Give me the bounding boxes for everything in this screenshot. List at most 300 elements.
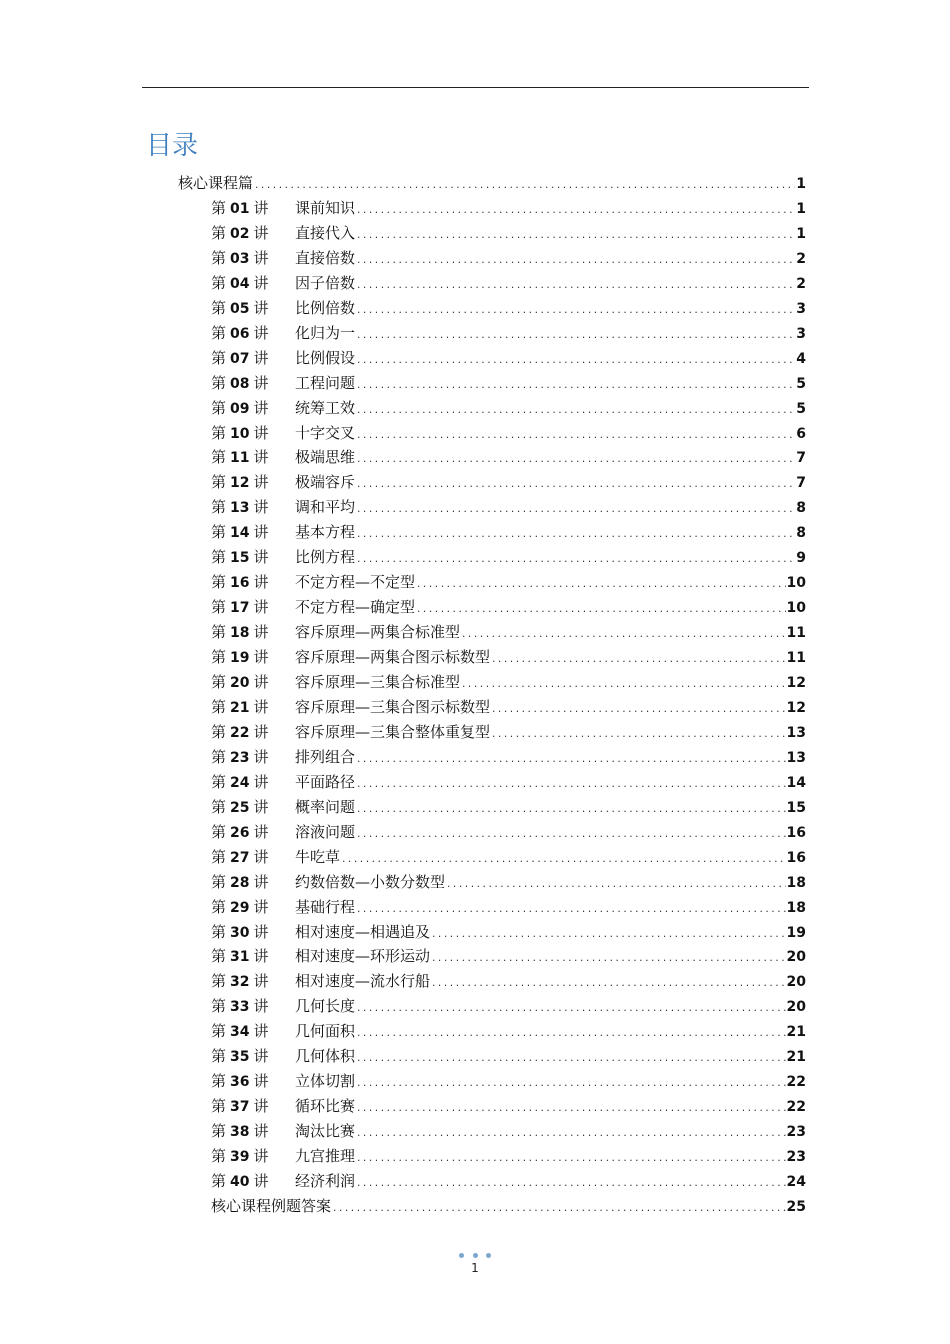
dot-leader: [356, 1175, 786, 1193]
toc-entry-title: 相对速度—环形运动: [295, 947, 431, 965]
lecture-num: 20: [230, 675, 250, 691]
toc-entry-title: 九宫推理: [295, 1147, 356, 1165]
toc-entry[interactable]: [211, 820, 806, 844]
lecture-suffix: 讲: [253, 299, 269, 317]
toc-page-number: 25: [786, 1199, 806, 1215]
dot-leader: [356, 1000, 786, 1018]
lecture-num: 28: [230, 875, 250, 891]
lecture-number: [211, 944, 295, 969]
dot-leader: [356, 1025, 786, 1043]
dot-leader: [332, 1200, 786, 1218]
lecture-prefix: 第: [211, 1097, 227, 1115]
toc-page-number: 20: [786, 974, 806, 990]
toc-entry-title: 核心课程篇: [178, 174, 254, 192]
toc-page-number: 19: [786, 925, 806, 941]
toc-entry-title: 极端容斥: [295, 473, 356, 491]
dot-leader: [356, 1150, 786, 1168]
toc-entry-title: 容斥原理—两集合图示标数型: [295, 648, 491, 666]
lecture-suffix: 讲: [253, 274, 269, 292]
dot-leader: [356, 202, 795, 220]
lecture-suffix: 讲: [253, 473, 269, 491]
lecture-number: [211, 570, 295, 595]
dot-leader: [356, 551, 795, 569]
lecture-number: [211, 1119, 295, 1144]
lecture-number: [211, 795, 295, 820]
toc-entry[interactable]: [211, 271, 806, 295]
toc-entry-title: 平面路径: [295, 773, 356, 791]
lecture-number: [211, 620, 295, 645]
toc-entry[interactable]: [211, 1194, 806, 1218]
toc-entry-title: 不定方程—确定型: [295, 598, 416, 616]
lecture-suffix: 讲: [253, 623, 269, 641]
lecture-number: [211, 520, 295, 545]
dot-leader: [356, 302, 795, 320]
toc-page-number: 9: [796, 550, 806, 566]
toc-entry[interactable]: [211, 296, 806, 320]
lecture-suffix: 讲: [253, 374, 269, 392]
lecture-prefix: 第: [211, 997, 227, 1015]
toc-entry-title: 基础行程: [295, 898, 356, 916]
lecture-suffix: 讲: [253, 448, 269, 466]
toc-page-number: 21: [786, 1049, 806, 1065]
dot-leader: [356, 277, 795, 295]
toc-page-number: 10: [786, 600, 806, 616]
lecture-number: [211, 246, 295, 271]
lecture-num: 30: [230, 925, 250, 941]
toc-entry[interactable]: [211, 845, 806, 869]
dot-leader: [431, 926, 786, 944]
toc-entry[interactable]: [211, 221, 806, 245]
lecture-num: 25: [230, 800, 250, 816]
toc-entry[interactable]: [211, 895, 806, 919]
lecture-number: [211, 895, 295, 920]
toc-page-number: 22: [786, 1099, 806, 1115]
lecture-number: [211, 820, 295, 845]
lecture-num: 34: [230, 1024, 250, 1040]
toc-entry[interactable]: [211, 246, 806, 270]
lecture-number: [211, 720, 295, 745]
lecture-number: [211, 470, 295, 495]
lecture-suffix: 讲: [253, 1072, 269, 1090]
toc-entry-title: 几何体积: [295, 1047, 356, 1065]
toc-page-number: 1: [796, 176, 806, 192]
lecture-number: [211, 321, 295, 346]
toc-entry-title: 淘汰比赛: [295, 1122, 356, 1140]
lecture-suffix: 讲: [253, 1147, 269, 1165]
dot-leader: [356, 327, 795, 345]
toc-entry-title: 经济利润: [295, 1172, 356, 1190]
toc-entry-title: 牛吃草: [295, 848, 341, 866]
lecture-number: [211, 495, 295, 520]
toc-entry-title: 容斥原理—三集合图示标数型: [295, 698, 491, 716]
lecture-prefix: 第: [211, 748, 227, 766]
toc-entry[interactable]: [211, 570, 806, 594]
lecture-prefix: 第: [211, 773, 227, 791]
lecture-number: [211, 770, 295, 795]
lecture-suffix: 讲: [253, 249, 269, 267]
toc-entry[interactable]: [211, 720, 806, 744]
toc-entry[interactable]: [211, 396, 806, 420]
toc-entry[interactable]: [211, 495, 806, 519]
toc-entry-title: 课前知识: [295, 199, 356, 217]
lecture-num: 21: [230, 700, 250, 716]
lecture-prefix: 第: [211, 1172, 227, 1190]
lecture-prefix: 第: [211, 873, 227, 891]
footer-ornament: [459, 1253, 491, 1259]
toc-page-number: 14: [786, 775, 806, 791]
toc-page-number: 6: [796, 426, 806, 442]
toc-page-number: 12: [786, 675, 806, 691]
lecture-suffix: 讲: [253, 1047, 269, 1065]
lecture-prefix: 第: [211, 199, 227, 217]
lecture-prefix: 第: [211, 224, 227, 242]
lecture-number: [211, 994, 295, 1019]
lecture-suffix: 讲: [253, 648, 269, 666]
dot-leader: [356, 751, 786, 769]
lecture-prefix: 第: [211, 1122, 227, 1140]
dot-leader: [491, 651, 786, 669]
lecture-num: 12: [230, 475, 250, 491]
toc-entry[interactable]: [211, 196, 806, 220]
lecture-num: 23: [230, 750, 250, 766]
toc-page-number: 18: [786, 900, 806, 916]
lecture-prefix: 第: [211, 324, 227, 342]
lecture-prefix: 第: [211, 923, 227, 941]
lecture-num: 33: [230, 999, 250, 1015]
toc-entry-title: 相对速度—流水行船: [295, 972, 431, 990]
dot-leader: [446, 876, 786, 894]
toc-entry[interactable]: [211, 1094, 806, 1118]
toc-entry[interactable]: [211, 520, 806, 544]
lecture-prefix: 第: [211, 448, 227, 466]
dot-leader: [461, 676, 786, 694]
lecture-num: 08: [230, 376, 250, 392]
lecture-number: [211, 670, 295, 695]
lecture-suffix: 讲: [253, 199, 269, 217]
lecture-number: [211, 1144, 295, 1169]
toc-entry-title: 相对速度—相遇追及: [295, 923, 431, 941]
dot-leader: [356, 252, 795, 270]
toc-page-number: 3: [796, 301, 806, 317]
dot-leader: [491, 726, 786, 744]
lecture-num: 32: [230, 974, 250, 990]
dot-leader: [356, 1075, 786, 1093]
dot-leader: [461, 626, 786, 644]
toc-entry-title: 极端思维: [295, 448, 356, 466]
footer-dot-icon: [459, 1253, 464, 1258]
lecture-number: [211, 271, 295, 296]
toc-page-number: 16: [786, 850, 806, 866]
lecture-number: [211, 396, 295, 421]
toc-entry[interactable]: [211, 1044, 806, 1068]
lecture-suffix: 讲: [253, 798, 269, 816]
lecture-prefix: 第: [211, 498, 227, 516]
lecture-suffix: 讲: [253, 498, 269, 516]
toc-entry[interactable]: [211, 969, 806, 993]
lecture-number: [211, 221, 295, 246]
lecture-suffix: 讲: [253, 898, 269, 916]
lecture-prefix: 第: [211, 349, 227, 367]
lecture-suffix: 讲: [253, 573, 269, 591]
toc-page-number: 2: [796, 251, 806, 267]
toc-entry-title: 直接代入: [295, 224, 356, 242]
lecture-prefix: 第: [211, 548, 227, 566]
toc-entry-title: 溶液问题: [295, 823, 356, 841]
lecture-num: 36: [230, 1074, 250, 1090]
toc-entry[interactable]: [211, 470, 806, 494]
dot-leader: [254, 177, 795, 195]
toc-entry[interactable]: [211, 1144, 806, 1168]
toc-entry-title: 约数倍数—小数分数型: [295, 873, 446, 891]
lecture-suffix: 讲: [253, 598, 269, 616]
lecture-number: [211, 371, 295, 396]
toc-entry[interactable]: [211, 595, 806, 619]
lecture-num: 05: [230, 301, 250, 317]
dot-leader: [356, 352, 795, 370]
lecture-number: [211, 969, 295, 994]
dot-leader: [356, 501, 795, 519]
lecture-prefix: 第: [211, 1047, 227, 1065]
lecture-num: 11: [230, 450, 250, 466]
lecture-number: [211, 196, 295, 221]
toc-page-number: 20: [786, 999, 806, 1015]
toc-entry-title: 调和平均: [295, 498, 356, 516]
lecture-num: 14: [230, 525, 250, 541]
lecture-prefix: 第: [211, 1022, 227, 1040]
toc-page-number: 24: [786, 1174, 806, 1190]
lecture-prefix: 第: [211, 673, 227, 691]
lecture-prefix: 第: [211, 573, 227, 591]
lecture-num: 02: [230, 226, 250, 242]
toc-entry[interactable]: [211, 620, 806, 644]
toc-entry-title: 循环比赛: [295, 1097, 356, 1115]
lecture-prefix: 第: [211, 598, 227, 616]
lecture-suffix: 讲: [253, 349, 269, 367]
dot-leader: [356, 776, 786, 794]
toc-entry-title: 几何长度: [295, 997, 356, 1015]
lecture-number: [211, 845, 295, 870]
lecture-suffix: 讲: [253, 1122, 269, 1140]
toc-page-number: 1: [796, 226, 806, 242]
toc-title: 目录: [146, 131, 199, 161]
toc-page-number: 1: [796, 201, 806, 217]
lecture-num: 16: [230, 575, 250, 591]
lecture-suffix: 讲: [253, 224, 269, 242]
lecture-number: [211, 745, 295, 770]
toc-entry-title: 容斥原理—三集合标准型: [295, 673, 461, 691]
lecture-prefix: 第: [211, 623, 227, 641]
lecture-num: 38: [230, 1124, 250, 1140]
dot-leader: [416, 601, 786, 619]
footer-dot-icon: [486, 1253, 491, 1258]
lecture-suffix: 讲: [253, 723, 269, 741]
lecture-num: 24: [230, 775, 250, 791]
toc-entry[interactable]: [211, 1019, 806, 1043]
toc-page-number: 23: [786, 1149, 806, 1165]
lecture-prefix: 第: [211, 698, 227, 716]
lecture-suffix: 讲: [253, 424, 269, 442]
lecture-prefix: 第: [211, 374, 227, 392]
lecture-num: 26: [230, 825, 250, 841]
lecture-number: [211, 346, 295, 371]
toc-page-number: 13: [786, 725, 806, 741]
toc-entry-title: 因子倍数: [295, 274, 356, 292]
lecture-num: 13: [230, 500, 250, 516]
toc-entry[interactable]: [178, 171, 806, 195]
toc-page-number: 12: [786, 700, 806, 716]
toc-entry-title: 化归为一: [295, 324, 356, 342]
toc-entry[interactable]: [211, 321, 806, 345]
lecture-prefix: 第: [211, 399, 227, 417]
lecture-prefix: 第: [211, 299, 227, 317]
toc-entry-title: 直接倍数: [295, 249, 356, 267]
lecture-prefix: 第: [211, 1072, 227, 1090]
toc-page-number: 20: [786, 949, 806, 965]
lecture-num: 04: [230, 276, 250, 292]
toc-page-number: 2: [796, 276, 806, 292]
lecture-prefix: 第: [211, 473, 227, 491]
toc-entry[interactable]: [211, 695, 806, 719]
lecture-suffix: 讲: [253, 1172, 269, 1190]
lecture-num: 07: [230, 351, 250, 367]
dot-leader: [416, 576, 786, 594]
lecture-num: 06: [230, 326, 250, 342]
lecture-number: [211, 920, 295, 945]
lecture-prefix: 第: [211, 798, 227, 816]
lecture-suffix: 讲: [253, 748, 269, 766]
toc-page-number: 10: [786, 575, 806, 591]
toc-entry[interactable]: [211, 645, 806, 669]
dot-leader: [356, 801, 786, 819]
toc-page-number: 22: [786, 1074, 806, 1090]
lecture-num: 39: [230, 1149, 250, 1165]
toc-page-number: 15: [786, 800, 806, 816]
dot-leader: [356, 901, 786, 919]
toc-entry-title: 十字交叉: [295, 424, 356, 442]
toc-entry[interactable]: [211, 1169, 806, 1193]
lecture-prefix: 第: [211, 947, 227, 965]
toc-entry[interactable]: [211, 994, 806, 1018]
toc-entry-title: 基本方程: [295, 523, 356, 541]
toc-entry[interactable]: [211, 795, 806, 819]
toc-entry[interactable]: [211, 371, 806, 395]
lecture-number: [211, 1069, 295, 1094]
lecture-suffix: 讲: [253, 324, 269, 342]
lecture-num: 10: [230, 426, 250, 442]
lecture-prefix: 第: [211, 723, 227, 741]
dot-leader: [356, 1100, 786, 1118]
toc-entry[interactable]: [211, 445, 806, 469]
toc-entry[interactable]: [211, 770, 806, 794]
dot-leader: [356, 451, 795, 469]
toc-entry[interactable]: [211, 346, 806, 370]
toc-entry[interactable]: [211, 1069, 806, 1093]
toc-page-number: 7: [796, 450, 806, 466]
dot-leader: [356, 227, 795, 245]
lecture-num: 31: [230, 949, 250, 965]
toc-entry[interactable]: [211, 670, 806, 694]
toc-page-number: 7: [796, 475, 806, 491]
lecture-number: [211, 296, 295, 321]
toc-page-number: 3: [796, 326, 806, 342]
lecture-number: [211, 870, 295, 895]
toc-entry-title: 不定方程—不定型: [295, 573, 416, 591]
lecture-suffix: 讲: [253, 1022, 269, 1040]
lecture-suffix: 讲: [253, 548, 269, 566]
toc-entry-title: 立体切割: [295, 1072, 356, 1090]
footer-dot-icon: [473, 1253, 478, 1258]
lecture-number: [211, 595, 295, 620]
toc-entry[interactable]: [211, 745, 806, 769]
toc-page-number: 13: [786, 750, 806, 766]
lecture-prefix: 第: [211, 898, 227, 916]
page-number: 1: [471, 1261, 479, 1275]
lecture-number: [211, 1094, 295, 1119]
lecture-suffix: 讲: [253, 399, 269, 417]
lecture-prefix: 第: [211, 848, 227, 866]
lecture-prefix: 第: [211, 523, 227, 541]
toc-entry[interactable]: [211, 920, 806, 944]
lecture-num: 18: [230, 625, 250, 641]
lecture-num: 17: [230, 600, 250, 616]
toc-entry-title: 统筹工效: [295, 399, 356, 417]
lecture-num: 09: [230, 401, 250, 417]
toc-page-number: 18: [786, 875, 806, 891]
lecture-num: 03: [230, 251, 250, 267]
lecture-suffix: 讲: [253, 823, 269, 841]
toc-entry[interactable]: [211, 421, 806, 445]
lecture-number: [211, 421, 295, 446]
lecture-suffix: 讲: [253, 923, 269, 941]
toc-entry[interactable]: [211, 870, 806, 894]
lecture-number: [211, 645, 295, 670]
lecture-number: [211, 445, 295, 470]
dot-leader: [431, 975, 786, 993]
lecture-prefix: 第: [211, 249, 227, 267]
toc-page-number: 23: [786, 1124, 806, 1140]
dot-leader: [356, 402, 795, 420]
toc-page-number: 8: [796, 500, 806, 516]
toc-entry-title: 几何面积: [295, 1022, 356, 1040]
toc-entry-title: 核心课程例题答案: [211, 1197, 332, 1215]
dot-leader: [356, 1050, 786, 1068]
lecture-prefix: 第: [211, 823, 227, 841]
toc-entry-title: 比例方程: [295, 548, 356, 566]
lecture-suffix: 讲: [253, 873, 269, 891]
lecture-suffix: 讲: [253, 947, 269, 965]
toc-page-number: 5: [796, 401, 806, 417]
lecture-num: 27: [230, 850, 250, 866]
lecture-num: 37: [230, 1099, 250, 1115]
toc-entry-title: 比例假设: [295, 349, 356, 367]
lecture-prefix: 第: [211, 274, 227, 292]
dot-leader: [431, 950, 786, 968]
toc-entry-title: 概率问题: [295, 798, 356, 816]
lecture-num: 40: [230, 1174, 250, 1190]
lecture-num: 35: [230, 1049, 250, 1065]
lecture-suffix: 讲: [253, 698, 269, 716]
dot-leader: [356, 826, 786, 844]
dot-leader: [341, 851, 786, 869]
lecture-suffix: 讲: [253, 1097, 269, 1115]
toc-entry[interactable]: [211, 944, 806, 968]
toc-entry-title: 工程问题: [295, 374, 356, 392]
toc-entry[interactable]: [211, 1119, 806, 1143]
lecture-prefix: 第: [211, 972, 227, 990]
toc-entry[interactable]: [211, 545, 806, 569]
lecture-num: 22: [230, 725, 250, 741]
toc-entry-title: 比例倍数: [295, 299, 356, 317]
